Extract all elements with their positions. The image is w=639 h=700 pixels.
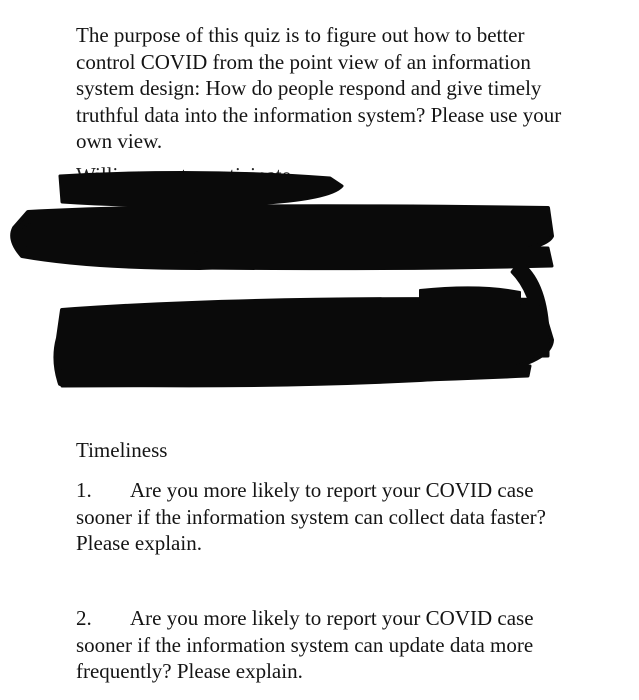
question-2 bbox=[76, 605, 576, 685]
question-text: Are you more likely to report your COVID case sooner if the information system can collect data faster? Please explain. bbox=[76, 478, 546, 555]
section-heading: Timeliness bbox=[76, 438, 168, 462]
redaction-stroke bbox=[420, 287, 520, 304]
question-text: Are you more likely to report your COVID case sooner if the information system can update data more frequently? Please explain. bbox=[76, 606, 534, 683]
question-number: 2. bbox=[76, 606, 92, 630]
intro-paragraph: The purpose of this quiz is to figure out how to better control COVID from the point view of an information system design: How do people respond and give timely truthful data into the information system? Please use your own view. bbox=[76, 23, 562, 153]
question-number: 1. bbox=[76, 478, 92, 502]
question-1 bbox=[76, 477, 576, 557]
redaction-stroke bbox=[195, 247, 552, 268]
redaction-stroke bbox=[60, 172, 342, 205]
redaction-stroke bbox=[60, 364, 530, 386]
